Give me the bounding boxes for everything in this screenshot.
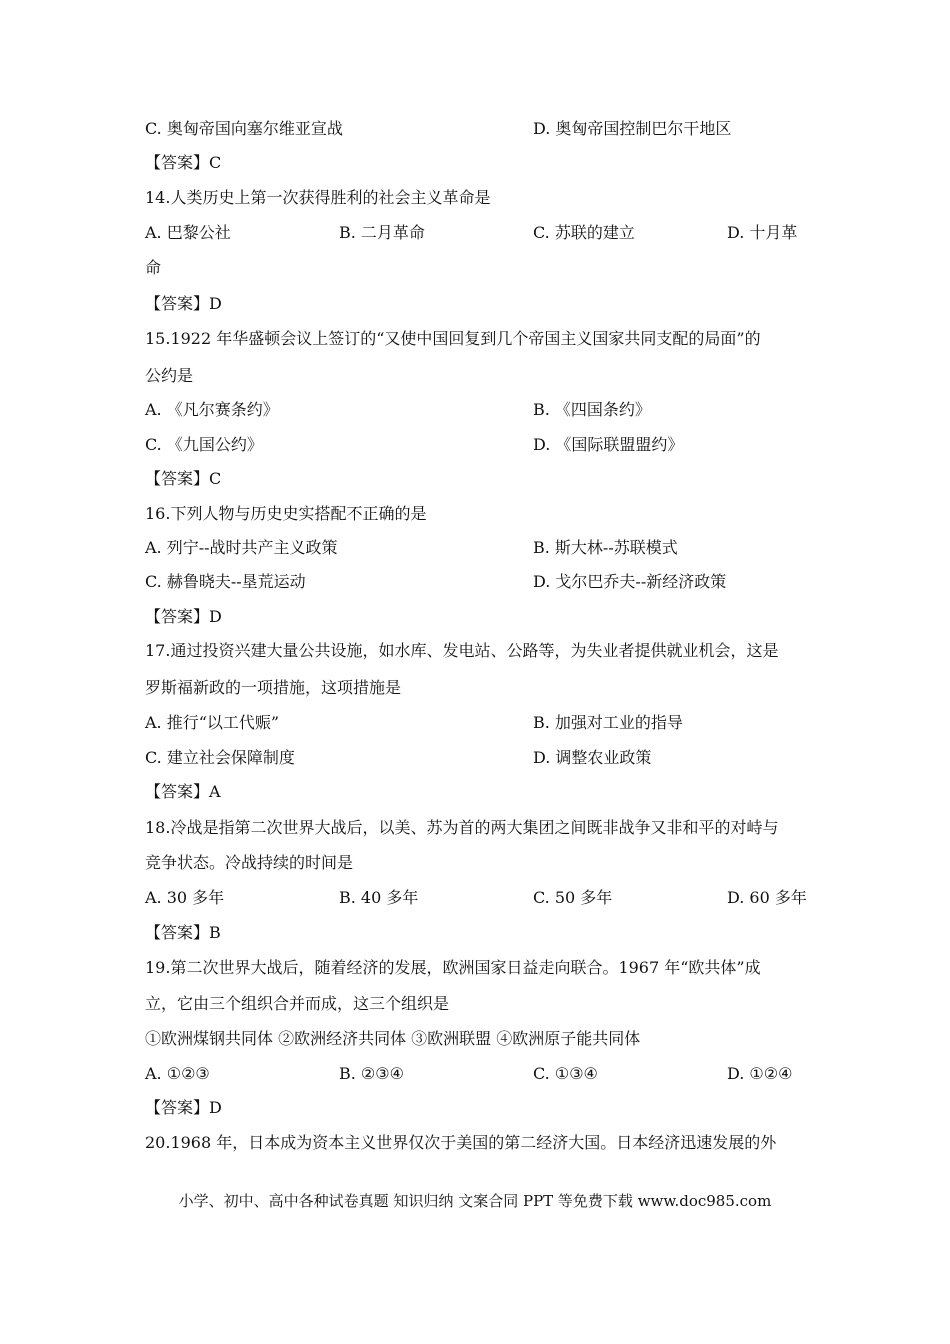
q15-option-c: C. 《九国公约》 <box>145 435 263 454</box>
q17-option-a: A. 推行“以工代赈” <box>145 713 280 732</box>
q19-option-b: B. ②③④ <box>339 1064 404 1083</box>
q13-answer: 【答案】C <box>145 153 222 172</box>
q19-stem-line2: 立，它由三个组织合并而成，这三个组织是 <box>145 994 450 1013</box>
q18-stem-line2: 竞争状态。冷战持续的时间是 <box>145 853 354 872</box>
q17-stem-line2: 罗斯福新政的一项措施，这项措施是 <box>145 678 402 697</box>
q19-answer: 【答案】D <box>145 1098 222 1117</box>
q19-option-a: A. ①②③ <box>145 1064 210 1083</box>
q17-option-c: C. 建立社会保障制度 <box>145 748 295 767</box>
q18-answer: 【答案】B <box>145 923 221 942</box>
q17-answer: 【答案】A <box>145 782 221 801</box>
q14-option-c: C. 苏联的建立 <box>533 223 635 242</box>
q16-answer: 【答案】D <box>145 607 222 626</box>
q18-option-a: A. 30 多年 <box>145 888 225 907</box>
q16-option-c: C. 赫鲁晓夫--垦荒运动 <box>145 572 306 591</box>
q17-stem-line1: 17.通过投资兴建大量公共设施，如水库、发电站、公路等，为失业者提供就业机会，这是 <box>145 641 779 660</box>
q15-answer: 【答案】C <box>145 469 222 488</box>
q13-option-c: C. 奥匈帝国向塞尔维亚宣战 <box>145 119 343 138</box>
page-footer: 小学、初中、高中各种试卷真题 知识归纳 文案合同 PPT 等免费下载 www.doc985.com <box>178 1192 772 1210</box>
q14-option-b: B. 二月革命 <box>339 223 425 242</box>
q14-option-d: D. 十月革 <box>727 223 798 242</box>
q14-option-d-wrap: 命 <box>145 258 162 277</box>
q18-option-c: C. 50 多年 <box>533 888 613 907</box>
q18-option-d: D. 60 多年 <box>727 888 807 907</box>
q15-stem-line2: 公约是 <box>145 366 194 385</box>
q18-option-b: B. 40 多年 <box>339 888 419 907</box>
q14-stem: 14.人类历史上第一次获得胜利的社会主义革命是 <box>145 188 491 207</box>
q19-option-d: D. ①②④ <box>727 1064 793 1083</box>
q14-option-a: A. 巴黎公社 <box>145 223 231 242</box>
q19-items: ①欧洲煤钢共同体 ②欧洲经济共同体 ③欧洲联盟 ④欧洲原子能共同体 <box>145 1029 641 1048</box>
q19-stem-line1: 19.第二次世界大战后，随着经济的发展，欧洲国家日益走向联合。1967 年“欧共体”成 <box>145 958 761 977</box>
q15-option-d: D. 《国际联盟盟约》 <box>533 435 684 454</box>
q15-stem-line1: 15.1922 年华盛顿会议上签订的“又使中国回复到几个帝国主义国家共同支配的局面”的 <box>145 329 761 348</box>
q17-option-b: B. 加强对工业的指导 <box>533 713 683 732</box>
q16-option-b: B. 斯大林--苏联模式 <box>533 538 678 557</box>
q19-option-c: C. ①③④ <box>533 1064 598 1083</box>
q16-stem: 16.下列人物与历史史实搭配不正确的是 <box>145 504 427 523</box>
q20-stem-line1: 20.1968 年，日本成为资本主义世界仅次于美国的第二经济大国。日本经济迅速发展的外 <box>145 1133 777 1152</box>
q14-answer: 【答案】D <box>145 294 222 313</box>
q16-option-a: A. 列宁--战时共产主义政策 <box>145 538 338 557</box>
q13-option-d: D. 奥匈帝国控制巴尔干地区 <box>533 119 732 138</box>
q17-option-d: D. 调整农业政策 <box>533 748 652 767</box>
q18-stem-line1: 18.冷战是指第二次世界大战后，以美、苏为首的两大集团之间既非战争又非和平的对峙与 <box>145 818 779 837</box>
q15-option-a: A. 《凡尔赛条约》 <box>145 400 279 419</box>
q15-option-b: B. 《四国条约》 <box>533 400 651 419</box>
q16-option-d: D. 戈尔巴乔夫--新经济政策 <box>533 572 727 591</box>
